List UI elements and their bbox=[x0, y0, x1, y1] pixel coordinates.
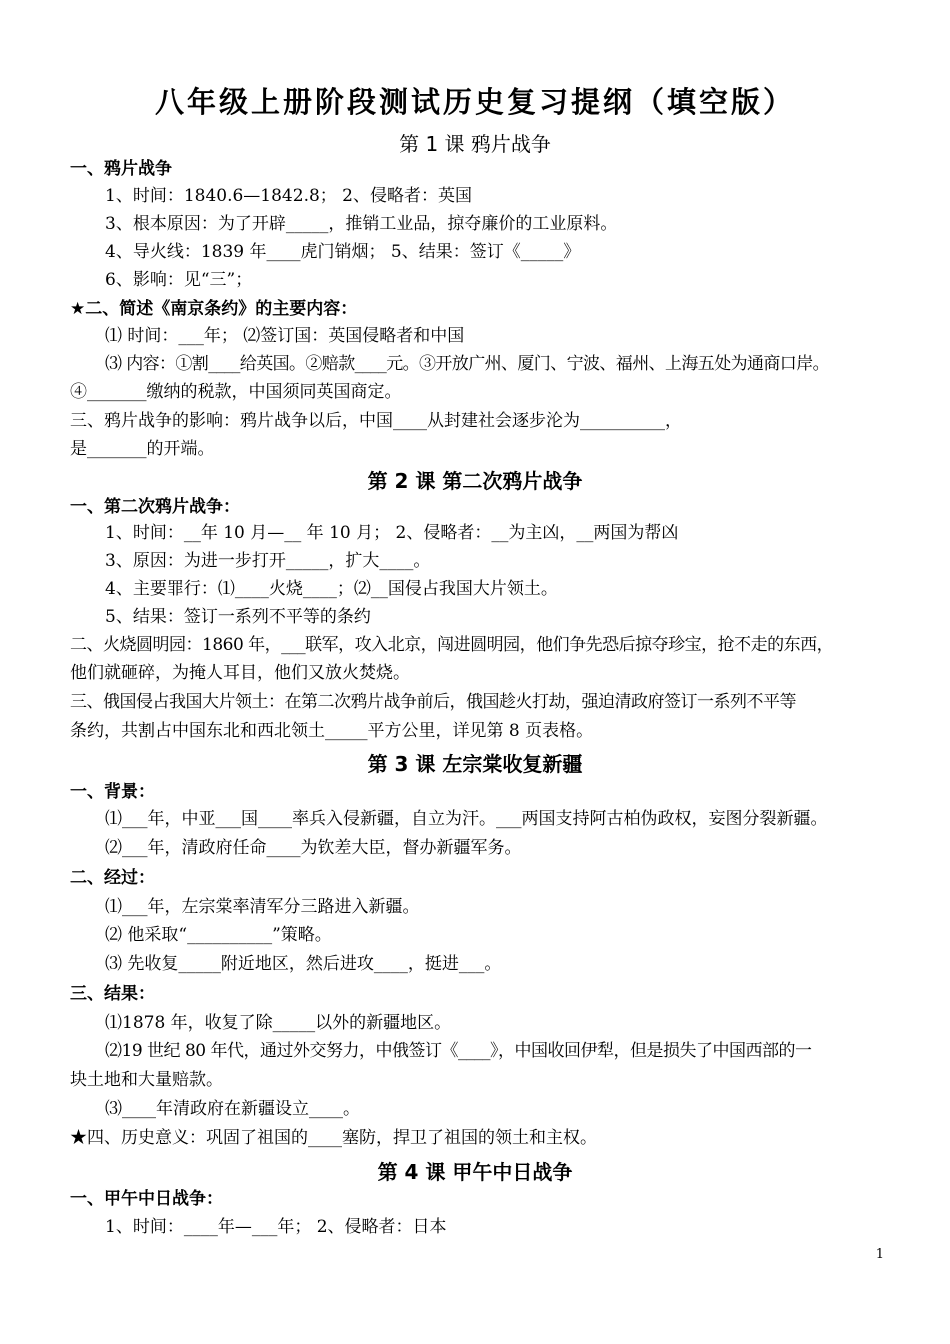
text-line: ⑵___年，清政府任命____为钦差大臣，督办新疆军务。 bbox=[105, 838, 522, 858]
text-line: ⑵19 世纪 80 年代，通过外交努力，中俄签订《____》，中国收回伊犁，但是损失了中国西部的一 bbox=[105, 1041, 812, 1061]
text-line: 1、时间：____年—___年； 2、侵略者：日本 bbox=[105, 1217, 447, 1237]
text-line: 块土地和大量赔款。 bbox=[70, 1070, 223, 1090]
lesson-2-heading: 第 2 课 第二次鸦片战争 bbox=[367, 469, 583, 493]
text-line: 6、影响：见“三”； bbox=[105, 270, 253, 290]
text-line: ⑴1878 年，收复了除_____以外的新疆地区。 bbox=[105, 1013, 452, 1033]
text-line: ⑵ 他采取“__________”策略。 bbox=[105, 925, 332, 945]
text-line: ★四、历史意义：巩固了祖国的____塞防，捍卫了祖国的领土和主权。 bbox=[70, 1128, 597, 1148]
text-line: ⑶ 内容：①割____给英国。②赔款____元。③开放广州、厦门、宁波、福州、上海五处为通商口岸。 bbox=[105, 354, 830, 374]
text-line: 三、鸦片战争的影响：鸦片战争以后，中国____从封建社会逐步沦为__________， bbox=[70, 411, 682, 431]
text-line: 1、时间：1840.6—1842.8； 2、侵略者：英国 bbox=[105, 186, 473, 206]
text-line: 4、主要罪行：⑴____火烧____；⑵__国侵占我国大片领土。 bbox=[105, 579, 558, 599]
text-line: 是_______的开端。 bbox=[70, 439, 215, 459]
text-line: 二、火烧圆明园：1860 年，___联军，攻入北京，闯进圆明园，他们争先恐后掠夺珍宝，抢不走的东西， bbox=[70, 635, 834, 655]
text-line: 3、原因：为进一步打开_____，扩大____。 bbox=[105, 551, 431, 571]
text-line: 条约，共割占中国东北和西北领土_____平方公里，详见第 8 页表格。 bbox=[70, 721, 594, 741]
text-line: ⑴ 时间：___年； ⑵签订国：英国侵略者和中国 bbox=[105, 326, 465, 346]
section-heading: 一、背景： bbox=[70, 782, 155, 802]
text-line: ⑶____年清政府在新疆设立____。 bbox=[105, 1099, 360, 1119]
section-heading: 一、鸦片战争 bbox=[70, 159, 172, 179]
section-heading: ★二、简述《南京条约》的主要内容： bbox=[70, 299, 358, 319]
text-line: ④_______缴纳的税款，中国须同英国商定。 bbox=[70, 382, 402, 402]
lesson-1-heading: 第 1 课 鸦片战争 bbox=[399, 132, 551, 156]
text-line: 他们就砸碎，为掩人耳目，他们又放火焚烧。 bbox=[70, 663, 410, 683]
text-line: 三、俄国侵占我国大片领土：在第二次鸦片战争前后，俄国趁火打劫，强迫清政府签订一系列不平等 bbox=[70, 692, 796, 712]
lesson-4-heading: 第 4 课 甲午中日战争 bbox=[377, 1160, 573, 1184]
text-line: ⑴___年，中亚___国____率兵入侵新疆，自立为汗。___两国支持阿古柏伪政权，妄图分裂新疆。 bbox=[105, 809, 828, 829]
lesson-3-heading: 第 3 课 左宗棠收复新疆 bbox=[367, 752, 583, 776]
text-line: 4、导火线：1839 年____虎门销烟； 5、结果：签订《_____》 bbox=[105, 242, 581, 262]
section-heading: 三、结果： bbox=[70, 984, 155, 1004]
section-heading: 一、甲午中日战争： bbox=[70, 1189, 223, 1209]
text-line: 1、时间：__年 10 月—__ 年 10 月； 2、侵略者：__为主凶，__两国为帮凶 bbox=[105, 523, 679, 543]
text-line: ⑶ 先收复_____附近地区，然后进攻____，挺进___。 bbox=[105, 954, 502, 974]
text-line: ⑴___年，左宗棠率清军分三路进入新疆。 bbox=[105, 897, 420, 917]
page-number: 1 bbox=[875, 1247, 884, 1262]
text-line: 5、结果：签订一系列不平等的条约 bbox=[105, 607, 371, 627]
section-heading: 一、第二次鸦片战争： bbox=[70, 497, 240, 517]
page-title: 八年级上册阶段测试历史复习提纲（填空版） bbox=[154, 85, 795, 119]
text-line: 3、根本原因：为了开辟_____，推销工业品，掠夺廉价的工业原料。 bbox=[105, 214, 618, 234]
section-heading: 二、经过： bbox=[70, 868, 155, 888]
